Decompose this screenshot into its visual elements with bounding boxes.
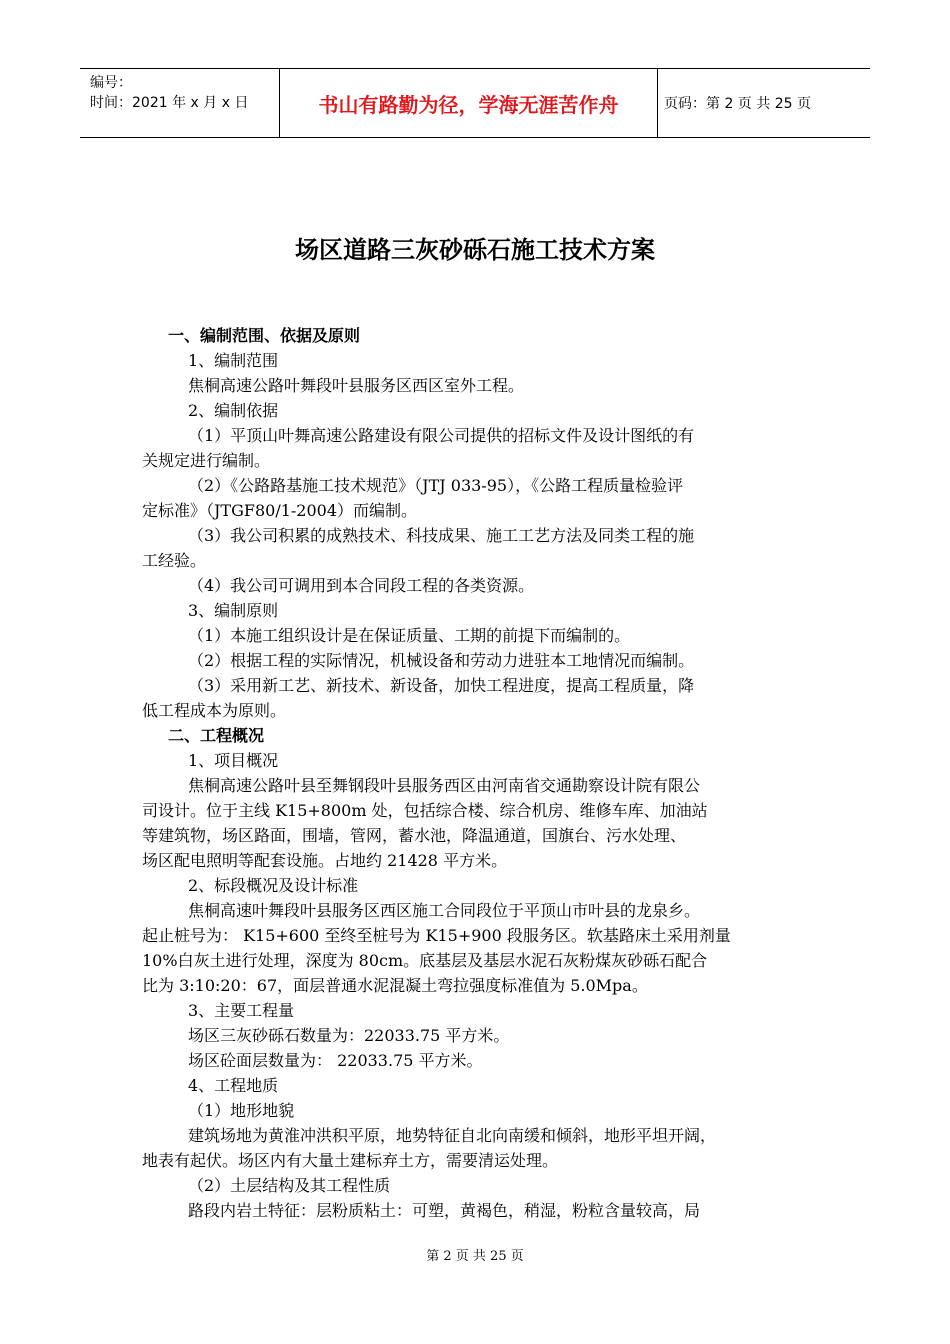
paragraph-line: 焦桐高速叶舞段叶县服务区西区施工合同段位于平顶山市叶县的龙泉乡。	[188, 901, 701, 920]
subheading: 3、主要工程量	[188, 1001, 295, 1020]
paragraph-line: （3）我公司积累的成熟技术、科技成果、施工工艺方法及同类工程的施	[188, 526, 695, 545]
page-info: 页码：第 2 页 共 25 页	[664, 96, 811, 112]
paragraph-line: 起止桩号为： K15+600 至终至桩号为 K15+900 段服务区。软基路床土采用剂量	[142, 926, 731, 945]
subheading: （2）土层结构及其工程性质	[188, 1176, 391, 1195]
document-title: 场区道路三灰砂砾石施工技术方案	[295, 236, 655, 264]
paragraph-line: 等建筑物，场区路面，围墙，管网，蓄水池，降温通道，国旗台、污水处理、	[142, 826, 687, 845]
paragraph-line: 10%白灰土进行处理，深度为 80cm。底基层及基层水泥石灰粉煤灰砂砾石配合	[142, 951, 708, 970]
paragraph-line: 焦桐高速公路叶县至舞钢段叶县服务西区由河南省交通勘察设计院有限公	[188, 776, 701, 795]
subheading: 2、标段概况及设计标准	[188, 876, 359, 895]
paragraph-line: 关规定进行编制。	[142, 451, 271, 470]
header-table	[80, 68, 870, 138]
paragraph-line: 场区砼面层数量为： 22033.75 平方米。	[188, 1051, 483, 1070]
document-body	[142, 323, 810, 1223]
section-heading: 一、编制范围、依据及原则	[168, 326, 361, 345]
header-meta	[80, 69, 280, 137]
paragraph-line: （4）我公司可调用到本合同段工程的各类资源。	[188, 576, 535, 595]
paragraph-line: （3）采用新工艺、新技术、新设备，加快工程进度，提高工程质量，降	[188, 676, 695, 695]
page-footer: 第 2 页 共 25 页	[426, 1249, 524, 1264]
paragraph-line: 工经验。	[142, 551, 207, 570]
paragraph-line: （1）本施工组织设计是在保证质量、工期的前提下而编制的。	[188, 626, 631, 645]
paragraph-line: 路段内岩土特征：层粉质粘土：可塑，黄褐色，稍湿，粉粒含量较高，局	[188, 1201, 701, 1220]
paragraph-line: 场区配电照明等配套设施。占地约 21428 平方米。	[142, 851, 508, 870]
subheading: （1）地形地貌	[188, 1101, 295, 1120]
paragraph-line: 比为 3:10:20：67，面层普通水泥混凝土弯拉强度标准值为 5.0Mpa。	[142, 976, 648, 995]
subheading: 1、编制范围	[188, 351, 279, 370]
motto: 书山有路勤为径，学海无涯苦作舟	[280, 69, 658, 137]
time-label: 时间：2021 年 x 月 x 日	[90, 95, 249, 111]
paragraph-line: （2）《公路路基施工技术规范》（JTJ 033-95），《公路工程质量检验评	[188, 476, 684, 495]
paragraph-line: 定标准》（JTGF80/1-2004）而编制。	[142, 501, 418, 520]
subheading: 4、工程地质	[188, 1076, 279, 1095]
number-label: 编号：	[90, 75, 132, 91]
section-heading: 二、工程概况	[168, 726, 265, 745]
subheading: 1、项目概况	[188, 751, 279, 770]
paragraph-line: 焦桐高速公路叶舞段叶县服务区西区室外工程。	[188, 376, 525, 395]
subheading: 3、编制原则	[188, 601, 279, 620]
paragraph-line: 司设计。位于主线 K15+800m 处，包括综合楼、综合机房、维修车库、加油站	[142, 801, 708, 820]
paragraph-line: 低工程成本为原则。	[142, 701, 287, 720]
paragraph-line: 建筑场地为黄淮冲洪积平原，地势特征自北向南缓和倾斜，地形平坦开阔，	[188, 1126, 717, 1145]
paragraph-line: 场区三灰砂砾石数量为：22033.75 平方米。	[188, 1026, 510, 1045]
paragraph-line: （2）根据工程的实际情况，机械设备和劳动力进驻本工地情况而编制。	[188, 651, 695, 670]
paragraph-line: （1）平顶山叶舞高速公路建设有限公司提供的招标文件及设计图纸的有	[188, 426, 695, 445]
subheading: 2、编制依据	[188, 401, 279, 420]
paragraph-line: 地表有起伏。场区内有大量土建标弃土方，需要清运处理。	[142, 1151, 559, 1170]
